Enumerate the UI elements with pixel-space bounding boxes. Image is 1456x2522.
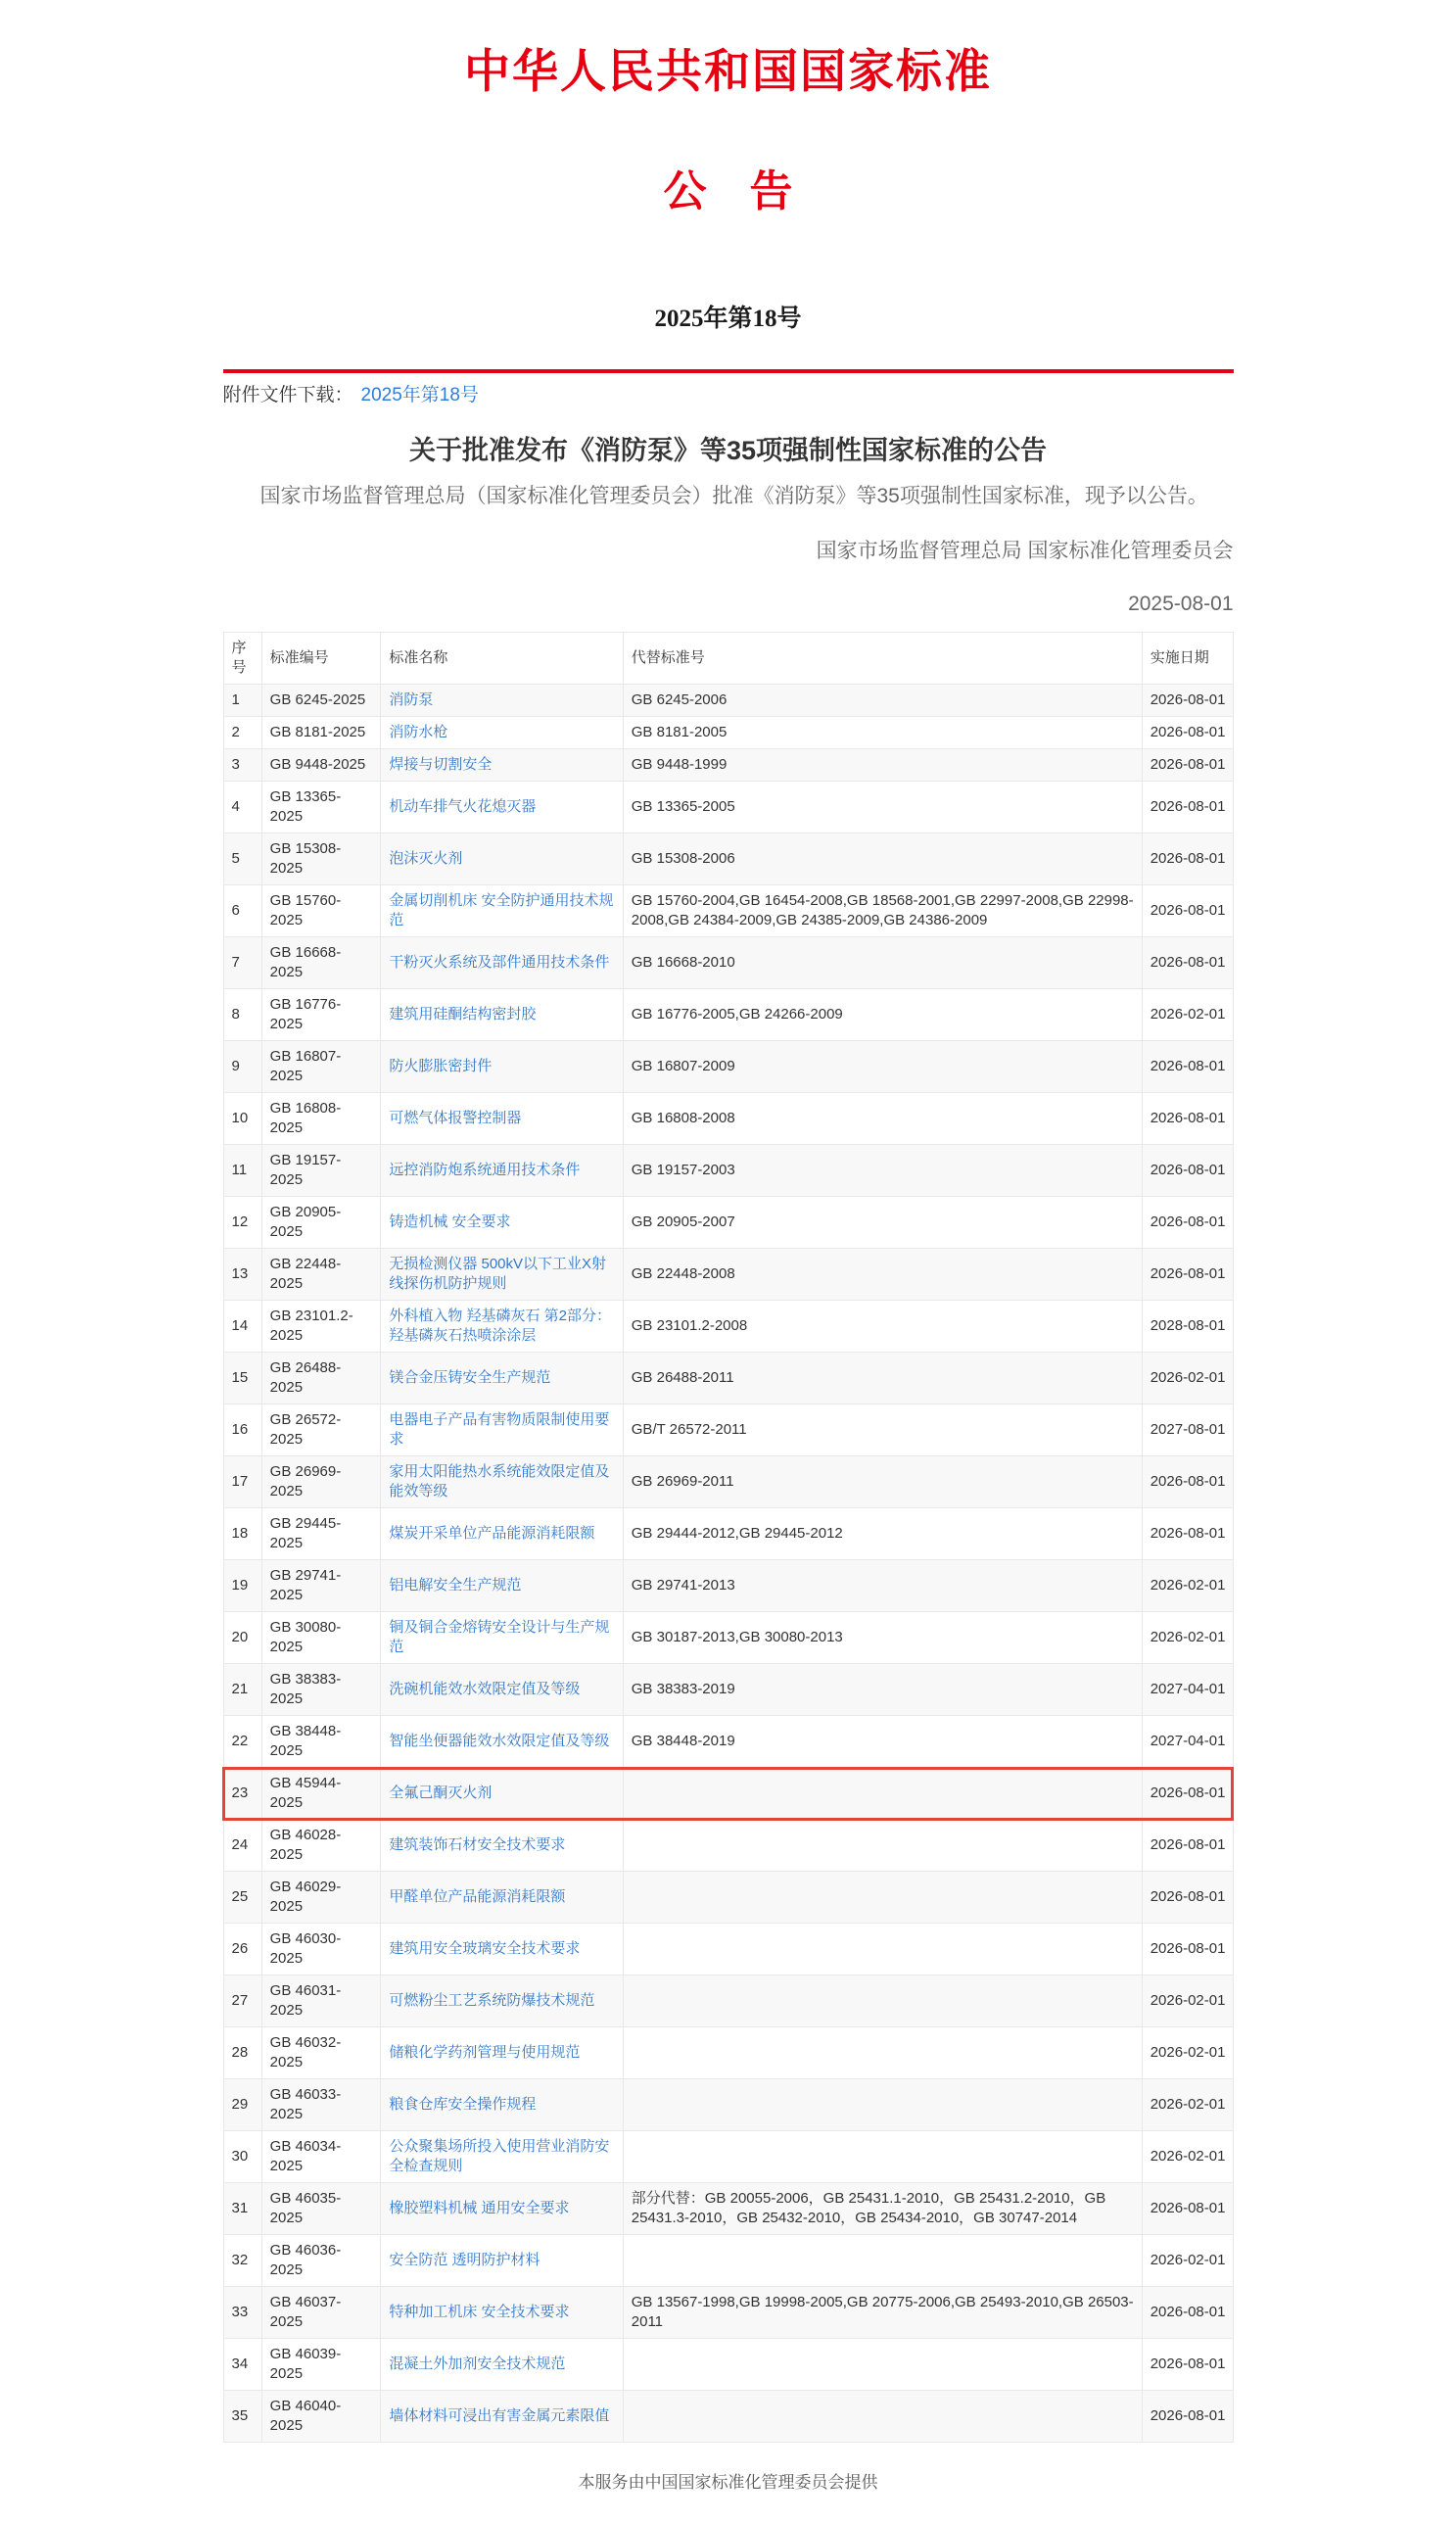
table-row: [223, 2131, 1233, 2183]
standard-code: GB 46032-2025: [261, 2027, 381, 2079]
table-row: [223, 989, 1233, 1041]
implementation-date: 2026-08-01: [1142, 2183, 1233, 2235]
standards-table-body: [223, 685, 1233, 2443]
replaced-standards: [623, 2391, 1142, 2443]
implementation-date: 2026-08-01: [1142, 1093, 1233, 1145]
standard-name-link[interactable]: 洗碗机能效水效限定值及等级: [389, 1681, 581, 1698]
implementation-date: 2026-08-01: [1142, 1456, 1233, 1508]
row-index: 17: [223, 1456, 261, 1508]
table-row: [223, 2183, 1233, 2235]
standard-code: GB 46031-2025: [261, 1975, 381, 2027]
replaced-standards: GB 16807-2009: [623, 1041, 1142, 1093]
row-index: 24: [223, 1820, 261, 1872]
standard-name-link[interactable]: 安全防范 透明防护材料: [389, 2252, 540, 2269]
row-index: 35: [223, 2391, 261, 2443]
standard-code: GB 19157-2025: [261, 1145, 381, 1197]
standard-code: GB 6245-2025: [261, 685, 381, 717]
footer-note: 本服务由中国国家标准化管理委员会提供: [578, 2473, 878, 2493]
implementation-date: 2026-08-01: [1142, 1820, 1233, 1872]
table-row: [223, 2339, 1233, 2391]
row-index: 7: [223, 937, 261, 989]
standard-code: GB 46033-2025: [261, 2079, 381, 2131]
table-row: [223, 1924, 1233, 1975]
announcement-page: [223, 0, 1234, 2493]
standard-name-link[interactable]: 焊接与切割安全: [389, 756, 493, 774]
standard-name-link[interactable]: 家用太阳能热水系统能效限定值及能效等级: [389, 1463, 610, 1500]
standards-table: [223, 632, 1234, 2443]
implementation-date: 2026-08-01: [1142, 1249, 1233, 1301]
standard-name-link[interactable]: 远控消防炮系统通用技术条件: [389, 1162, 581, 1179]
standard-code: GB 29445-2025: [261, 1508, 381, 1560]
replaced-standards: [623, 1768, 1142, 1820]
table-row: [223, 2391, 1233, 2443]
table-row: [223, 1353, 1233, 1404]
standard-name-link[interactable]: 储粮化学药剂管理与使用规范: [389, 2044, 581, 2062]
row-index: 18: [223, 1508, 261, 1560]
standard-name-link[interactable]: 橡胶塑料机械 通用安全要求: [389, 2200, 570, 2217]
standard-name-link[interactable]: 镁合金压铸安全生产规范: [389, 1369, 551, 1387]
standard-code: GB 46028-2025: [261, 1820, 381, 1872]
replaced-standards: GB 22448-2008: [623, 1249, 1142, 1301]
standard-code: GB 26969-2025: [261, 1456, 381, 1508]
row-index: 14: [223, 1301, 261, 1353]
table-row: [223, 937, 1233, 989]
replaced-standards: GB 29741-2013: [623, 1560, 1142, 1612]
standard-name-link[interactable]: 甲醛单位产品能源消耗限额: [389, 1888, 566, 1906]
replaced-standards: GB 15760-2004,GB 16454-2008,GB 18568-2001,GB 22997-2008,GB 22998-2008,GB 24384-2009,GB 24385-2009,GB 24386-2009: [623, 885, 1142, 937]
page-subtitle: 公 告: [663, 167, 793, 215]
standard-name-link[interactable]: 外科植入物 羟基磷灰石 第2部分：羟基磷灰石热喷涂涂层: [389, 1308, 612, 1345]
row-index: 26: [223, 1924, 261, 1975]
standard-name-link[interactable]: 消防水枪: [389, 724, 448, 741]
standard-name-link[interactable]: 无损检测仪器 500kV以下工业X射线探伤机防护规则: [389, 1256, 607, 1293]
announcement-date: 2025-08-01: [1128, 593, 1234, 616]
row-index: 27: [223, 1975, 261, 2027]
table-row: [223, 685, 1233, 717]
row-index: 5: [223, 833, 261, 885]
row-index: 1: [223, 685, 261, 717]
standard-code: GB 29741-2025: [261, 1560, 381, 1612]
standard-code: GB 46040-2025: [261, 2391, 381, 2443]
implementation-date: 2026-02-01: [1142, 2235, 1233, 2287]
replaced-standards: GB 15308-2006: [623, 833, 1142, 885]
row-index: 25: [223, 1872, 261, 1924]
replaced-standards: GB 38383-2019: [623, 1664, 1142, 1716]
standard-name-link[interactable]: 特种加工机床 安全技术要求: [389, 2304, 570, 2321]
implementation-date: 2026-08-01: [1142, 1768, 1233, 1820]
replaced-standards: [623, 1975, 1142, 2027]
table-row: [223, 2287, 1233, 2339]
row-index: 30: [223, 2131, 261, 2183]
implementation-date: 2026-08-01: [1142, 2287, 1233, 2339]
implementation-date: 2027-04-01: [1142, 1664, 1233, 1716]
row-index: 33: [223, 2287, 261, 2339]
standard-code: GB 46034-2025: [261, 2131, 381, 2183]
standard-code: GB 45944-2025: [261, 1768, 381, 1820]
row-index: 12: [223, 1197, 261, 1249]
issue-number: 2025年第18号: [654, 306, 802, 332]
implementation-date: 2026-02-01: [1142, 1975, 1233, 2027]
standard-code: GB 38448-2025: [261, 1716, 381, 1768]
table-row: [223, 1456, 1233, 1508]
row-index: 13: [223, 1249, 261, 1301]
implementation-date: 2026-08-01: [1142, 717, 1233, 749]
implementation-date: 2026-08-01: [1142, 885, 1233, 937]
table-row: [223, 1508, 1233, 1560]
table-row: [223, 717, 1233, 749]
standard-code: GB 15760-2025: [261, 885, 381, 937]
row-index: 34: [223, 2339, 261, 2391]
col-header-standard-name: 标准名称: [381, 633, 623, 685]
table-row: [223, 1820, 1233, 1872]
standard-name-link[interactable]: 铸造机械 安全要求: [389, 1213, 511, 1231]
replaced-standards: GB 13567-1998,GB 19998-2005,GB 20775-2006,GB 25493-2010,GB 26503-2011: [623, 2287, 1142, 2339]
standard-code: GB 46036-2025: [261, 2235, 381, 2287]
attachment-label: 附件文件下载：: [222, 385, 353, 405]
announcement-heading: 关于批准发布《消防泵》等35项强制性国家标准的公告: [408, 436, 1048, 465]
standard-name-link[interactable]: 混凝土外加剂安全技术规范: [389, 2355, 566, 2373]
replaced-standards: GB 9448-1999: [623, 749, 1142, 782]
row-index: 6: [223, 885, 261, 937]
implementation-date: 2026-02-01: [1142, 2027, 1233, 2079]
replaced-standards: GB 30187-2013,GB 30080-2013: [623, 1612, 1142, 1664]
standard-code: GB 16808-2025: [261, 1093, 381, 1145]
implementation-date: 2026-02-01: [1142, 1353, 1233, 1404]
implementation-date: 2026-08-01: [1142, 749, 1233, 782]
col-header-index: 序号: [223, 633, 261, 685]
replaced-standards: GB 16776-2005,GB 24266-2009: [623, 989, 1142, 1041]
table-row: [223, 1975, 1233, 2027]
replaced-standards: GB 16808-2008: [623, 1093, 1142, 1145]
table-row: [223, 1093, 1233, 1145]
table-row: [223, 1664, 1233, 1716]
implementation-date: 2026-08-01: [1142, 1041, 1233, 1093]
standard-name-link[interactable]: 消防泵: [389, 691, 434, 709]
replaced-standards: [623, 2027, 1142, 2079]
replaced-standards: GB 8181-2005: [623, 717, 1142, 749]
replaced-standards: GB 29444-2012,GB 29445-2012: [623, 1508, 1142, 1560]
standard-code: GB 20905-2025: [261, 1197, 381, 1249]
implementation-date: 2026-08-01: [1142, 2391, 1233, 2443]
replaced-standards: GB 19157-2003: [623, 1145, 1142, 1197]
row-index: 29: [223, 2079, 261, 2131]
row-index: 32: [223, 2235, 261, 2287]
replaced-standards: GB/T 26572-2011: [623, 1404, 1142, 1456]
table-row: [223, 2235, 1233, 2287]
table-row: [223, 1612, 1233, 1664]
row-index: 31: [223, 2183, 261, 2235]
standard-name-link[interactable]: 可燃粉尘工艺系统防爆技术规范: [389, 1992, 595, 2010]
standard-code: GB 46029-2025: [261, 1872, 381, 1924]
row-index: 16: [223, 1404, 261, 1456]
standard-name-link[interactable]: 电器电子产品有害物质限制使用要求: [389, 1411, 610, 1449]
standard-name-link[interactable]: 机动车排气火花熄灭器: [389, 798, 537, 816]
standard-name-link[interactable]: 铝电解安全生产规范: [389, 1577, 522, 1594]
replaced-standards: 部分代替：GB 20055-2006，GB 25431.1-2010，GB 25431.2-2010，GB 25431.3-2010，GB 25432-2010，GB 25434-2010，GB 30747-2014: [623, 2183, 1142, 2235]
table-row: [223, 782, 1233, 833]
standard-name-link[interactable]: 煤炭开采单位产品能源消耗限额: [389, 1525, 595, 1543]
implementation-date: 2026-08-01: [1142, 2339, 1233, 2391]
announcement-issuer: 国家市场监督管理总局 国家标准化管理委员会: [816, 540, 1234, 563]
implementation-date: 2026-08-01: [1142, 833, 1233, 885]
standard-name-link[interactable]: 干粉灭火系统及部件通用技术条件: [389, 954, 610, 972]
replaced-standards: GB 23101.2-2008: [623, 1301, 1142, 1353]
standard-name-link[interactable]: 墙体材料可浸出有害金属元素限值: [389, 2407, 610, 2425]
standard-name-link[interactable]: 防火膨胀密封件: [389, 1058, 493, 1075]
row-index: 21: [223, 1664, 261, 1716]
standard-name-link[interactable]: 建筑用安全玻璃安全技术要求: [389, 1940, 581, 1958]
implementation-date: 2026-08-01: [1142, 1508, 1233, 1560]
implementation-date: 2026-02-01: [1142, 989, 1233, 1041]
row-index: 20: [223, 1612, 261, 1664]
table-row: [223, 1404, 1233, 1456]
replaced-standards: [623, 2079, 1142, 2131]
standard-name-link[interactable]: 金属切削机床 安全防护通用技术规范: [389, 892, 614, 929]
page-title: 中华人民共和国国家标准: [464, 47, 992, 98]
implementation-date: 2026-08-01: [1142, 1145, 1233, 1197]
col-header-implementation-date: 实施日期: [1142, 633, 1233, 685]
implementation-date: 2026-02-01: [1142, 1612, 1233, 1664]
standard-code: GB 13365-2025: [261, 782, 381, 833]
implementation-date: 2027-08-01: [1142, 1404, 1233, 1456]
standard-code: GB 46037-2025: [261, 2287, 381, 2339]
table-row: [223, 1560, 1233, 1612]
table-row: [223, 833, 1233, 885]
standard-name-link[interactable]: 铜及铜合金熔铸安全设计与生产规范: [389, 1619, 610, 1656]
implementation-date: 2026-08-01: [1142, 782, 1233, 833]
table-row: [223, 1301, 1233, 1353]
row-index: 4: [223, 782, 261, 833]
table-row: [223, 1768, 1233, 1820]
col-header-replaced-standards: 代替标准号: [623, 633, 1142, 685]
table-row: [223, 1716, 1233, 1768]
replaced-standards: GB 16668-2010: [623, 937, 1142, 989]
standard-code: GB 38383-2025: [261, 1664, 381, 1716]
standard-name-link[interactable]: 建筑用硅酮结构密封胶: [389, 1006, 537, 1023]
implementation-date: 2026-08-01: [1142, 1924, 1233, 1975]
standard-code: GB 22448-2025: [261, 1249, 381, 1301]
row-index: 3: [223, 749, 261, 782]
table-row: [223, 1249, 1233, 1301]
table-row: [223, 749, 1233, 782]
row-index: 15: [223, 1353, 261, 1404]
standard-name-link[interactable]: 粮食仓库安全操作规程: [389, 2096, 537, 2114]
row-index: 10: [223, 1093, 261, 1145]
standard-name-link[interactable]: 全氟己酮灭火剂: [389, 1784, 493, 1802]
implementation-date: 2026-08-01: [1142, 1197, 1233, 1249]
standard-code: GB 23101.2-2025: [261, 1301, 381, 1353]
standard-name-link[interactable]: 可燃气体报警控制器: [389, 1110, 522, 1127]
table-row: [223, 885, 1233, 937]
row-index: 9: [223, 1041, 261, 1093]
replaced-standards: [623, 1820, 1142, 1872]
table-row: [223, 2079, 1233, 2131]
implementation-date: 2026-02-01: [1142, 2079, 1233, 2131]
row-index: 11: [223, 1145, 261, 1197]
replaced-standards: [623, 2235, 1142, 2287]
col-header-standard-code: 标准编号: [261, 633, 381, 685]
implementation-date: 2026-02-01: [1142, 1560, 1233, 1612]
implementation-date: 2026-08-01: [1142, 1872, 1233, 1924]
standard-name-link[interactable]: 泡沫灭火剂: [389, 850, 463, 868]
replaced-standards: [623, 2131, 1142, 2183]
row-index: 28: [223, 2027, 261, 2079]
standard-code: GB 26572-2025: [261, 1404, 381, 1456]
implementation-date: 2028-08-01: [1142, 1301, 1233, 1353]
attachment-bar: [223, 369, 1234, 414]
table-row: [223, 1041, 1233, 1093]
standard-code: GB 46035-2025: [261, 2183, 381, 2235]
row-index: 19: [223, 1560, 261, 1612]
standard-name-link[interactable]: 公众聚集场所投入使用营业消防安全检查规则: [389, 2138, 610, 2175]
table-row: [223, 1145, 1233, 1197]
attachment-download-link[interactable]: 2025年第18号: [360, 385, 479, 405]
standard-code: GB 9448-2025: [261, 749, 381, 782]
table-header-row: [223, 633, 1233, 685]
table-row: [223, 2027, 1233, 2079]
replaced-standards: [623, 1924, 1142, 1975]
replaced-standards: GB 20905-2007: [623, 1197, 1142, 1249]
replaced-standards: GB 26969-2011: [623, 1456, 1142, 1508]
row-index: 2: [223, 717, 261, 749]
table-row: [223, 1872, 1233, 1924]
replaced-standards: GB 13365-2005: [623, 782, 1142, 833]
replaced-standards: [623, 2339, 1142, 2391]
row-index: 23: [223, 1768, 261, 1820]
standard-code: GB 46039-2025: [261, 2339, 381, 2391]
implementation-date: 2026-08-01: [1142, 685, 1233, 717]
replaced-standards: GB 38448-2019: [623, 1716, 1142, 1768]
standard-name-link[interactable]: 智能坐便器能效水效限定值及等级: [389, 1733, 610, 1750]
implementation-date: 2027-04-01: [1142, 1716, 1233, 1768]
table-row: [223, 1197, 1233, 1249]
replaced-standards: GB 26488-2011: [623, 1353, 1142, 1404]
standard-code: GB 46030-2025: [261, 1924, 381, 1975]
row-index: 8: [223, 989, 261, 1041]
standard-code: GB 30080-2025: [261, 1612, 381, 1664]
replaced-standards: [623, 1872, 1142, 1924]
standard-code: GB 16776-2025: [261, 989, 381, 1041]
standard-code: GB 26488-2025: [261, 1353, 381, 1404]
replaced-standards: GB 6245-2006: [623, 685, 1142, 717]
standard-code: GB 15308-2025: [261, 833, 381, 885]
standard-name-link[interactable]: 建筑装饰石材安全技术要求: [389, 1836, 566, 1854]
standard-code: GB 16668-2025: [261, 937, 381, 989]
announcement-body: 国家市场监督管理总局（国家标准化管理委员会）批准《消防泵》等35项强制性国家标准，现予以公告。: [259, 485, 1208, 507]
implementation-date: 2026-02-01: [1142, 2131, 1233, 2183]
standard-code: GB 8181-2025: [261, 717, 381, 749]
implementation-date: 2026-08-01: [1142, 937, 1233, 989]
standard-code: GB 16807-2025: [261, 1041, 381, 1093]
row-index: 22: [223, 1716, 261, 1768]
